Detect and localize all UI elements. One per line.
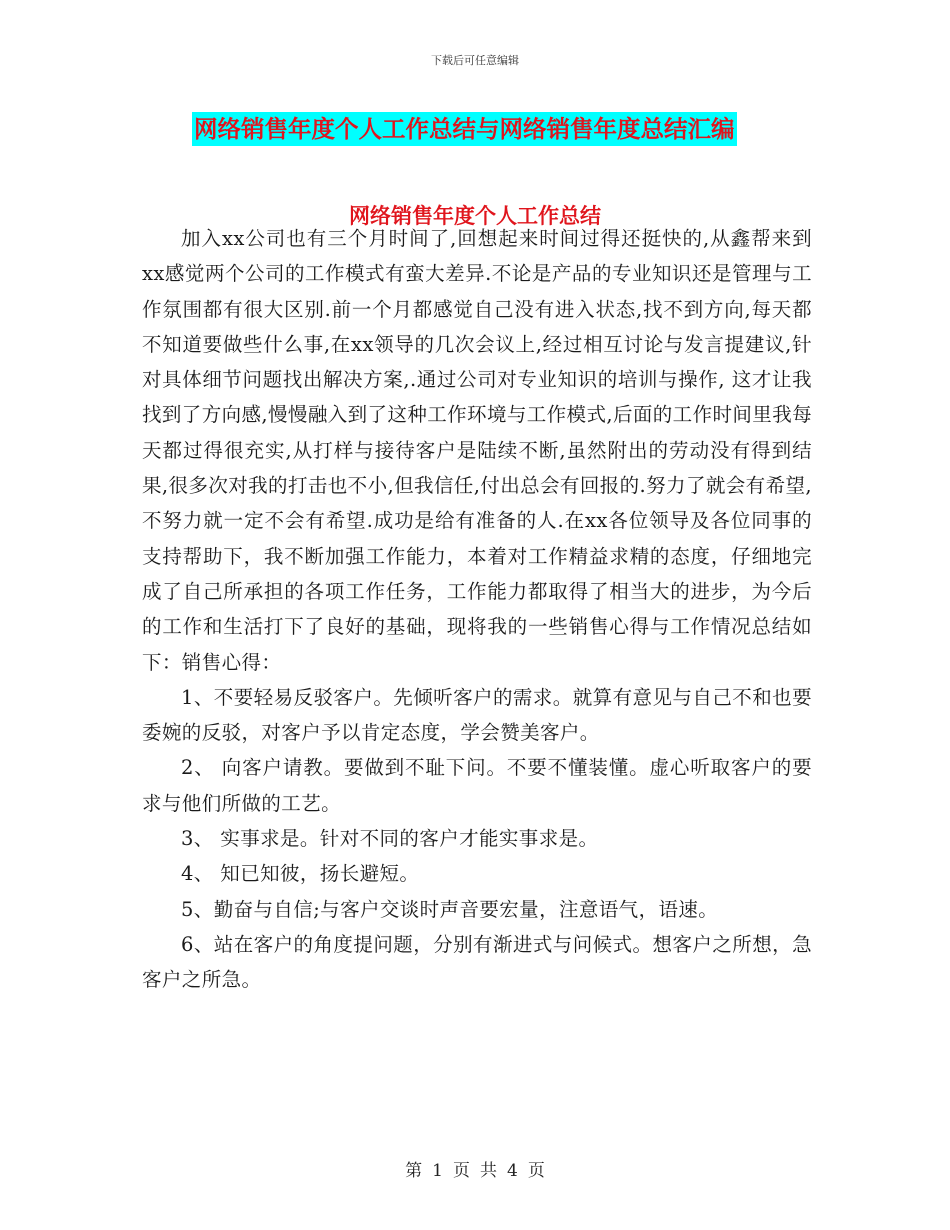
page-footer xyxy=(0,1156,950,1181)
footer-label-unit: 页 xyxy=(453,1161,470,1181)
document-title: 网络销售年度个人工作总结与网络销售年度总结汇编 xyxy=(192,112,737,146)
list-item: 1、不要轻易反驳客户。先倾听客户的需求。就算有意见与自己不和也要委婉的反驳，对客户予以肯定态度，学会赞美客户。 xyxy=(142,685,812,745)
footer-total-pages: 4 xyxy=(507,1161,518,1181)
paragraph-intro: 加入xx公司也有三个月时间了,回想起来时间过得还挺快的,从鑫帮来到xx感觉两个公司的工作模式有蛮大差异.不论是产品的专业知识还是管理与工作氛围都有很大区别.前一个月都感觉自己没有进入状态,找不到方向,每天都不知道要做些什么事,在xx领导的几次会议上,经过相互讨论与发言提建议,针对具体细节问题找出解决方案,.通过公司对专业知识的培训与操作, 这才让我找到了方向感,慢慢融入到了这种工作环境与工作模式,后面的工作时间里我每天都过得很充实,从打样与接待客户是陆续不断,虽然附出的劳动没有得到结果,很多次对我的打击也不小,但我信任,付出总会有回报的.努力了就会有希望,不努力就一定不会有希望.成功是给有准备的人.在xx各位领导及各位同事的支持帮助下，我不断加强工作能力，本着对工作精益求精的态度，仔细地完成了自己所承担的各项工作任务，工作能力都取得了相当大的进步，为今后的工作和生活打下了良好的基础，现将我的一些销售心得与工作情况总结如下：销售心得： xyxy=(142,227,812,674)
section-title: 网络销售年度个人工作总结 xyxy=(349,204,601,228)
footer-label-page: 第 xyxy=(405,1161,423,1181)
list-item: 6、站在客户的角度提问题，分别有渐进式与问候式。想客户之所想，急客户之所急。 xyxy=(142,932,812,992)
list-item: 3、 实事求是。针对不同的客户才能实事求是。 xyxy=(181,827,599,851)
footer-label-total: 共 xyxy=(480,1161,497,1181)
list-item: 4、 知已知彼，扬长避短。 xyxy=(181,862,420,886)
header-note: 下载后可任意编辑 xyxy=(431,54,519,67)
footer-current-page: 1 xyxy=(432,1161,443,1181)
document-body xyxy=(142,221,812,998)
footer-label-unit2: 页 xyxy=(527,1161,545,1181)
list-item: 5、勤奋与自信;与客户交谈时声音要宏量，注意语气，语速。 xyxy=(181,897,719,921)
list-item: 2、 向客户请教。要做到不耻下问。不要不懂装懂。虚心听取客户的要求与他们所做的工艺。 xyxy=(142,756,812,815)
